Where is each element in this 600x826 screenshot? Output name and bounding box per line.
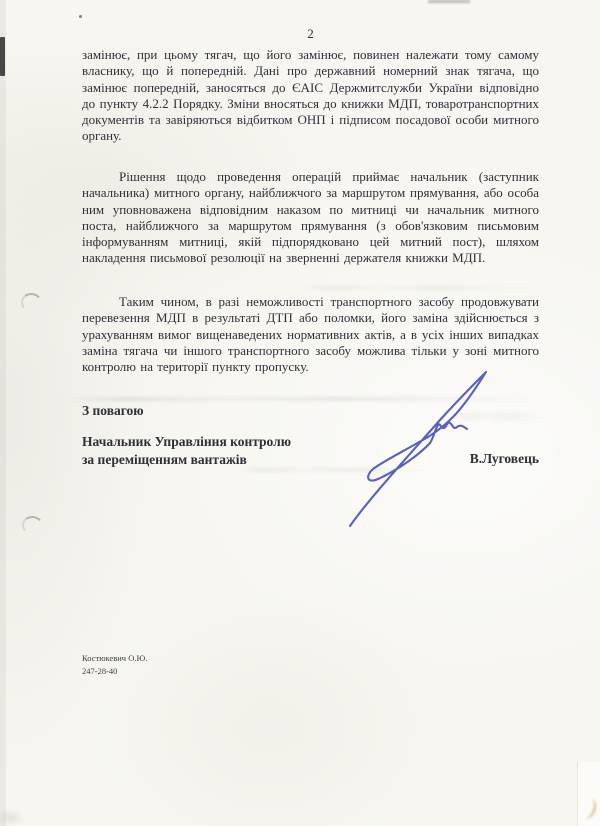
bleedthrough-streak xyxy=(300,286,540,290)
signer-title-line-2: за переміщенням вантажів xyxy=(82,451,247,467)
body-paragraph-3: Таким чином, в разі неможливості транспортного засобу продовжувати перевезення МДП в результаті ДТП або поломки, його заміна здійснюється з урахуванням вимог вищенаведених нормативних актів, а в усіх інших випадках заміна тягача чи іншого транспортного засобу можлива тільки у зоні митного контролю на території пункту пропуску. xyxy=(82,294,539,375)
scan-edge-artifact-bar xyxy=(0,37,5,76)
closing-salutation: З повагою xyxy=(82,403,144,418)
executor-block xyxy=(82,652,147,677)
executor-name: Костюкевич О.Ю. xyxy=(82,653,148,663)
page-number: 2 xyxy=(307,26,314,41)
executor-phone: 247-28-40 xyxy=(82,665,118,676)
signer-name: В.Луговець xyxy=(469,451,539,466)
scan-smudge-top xyxy=(428,0,470,3)
punch-hole-lower xyxy=(21,515,44,536)
body-paragraph-2: Рішення щодо проведення операцій приймає начальник (заступник начальника) митного органу, найближчого за маршрутом прямування, або особа ним уповноважена відповідним наказом по митниці чи начальник митного поста, найближчого за маршрутом прямування (з обов'язковим письмовим інформуванням митниці, якій підпорядковано цей митний пост), шляхом накладення письмової резолюції на зверненні держателя книжки МДП. xyxy=(82,169,539,266)
punch-hole-upper xyxy=(20,292,43,313)
signature-stroke xyxy=(350,372,486,526)
body-paragraph-1: замінює, при цьому тягач, що його замінює, повинен належати тому самому власнику, що й попередній. Дані про державний номерний знак тягача, що замінює попередній, заносяться до ЄАІС Держмитслужби України відповідно до пункту 4.2.2 Порядку. Зміни вносяться до книжки МДП, товаротранспортних документів та завіряються відбитком ОНП і підписом посадової особи митного органу. xyxy=(82,47,539,144)
scan-smudge-bottom-left xyxy=(0,810,24,826)
scan-edge-shadow-left xyxy=(0,0,6,826)
signer-title-line-1: Начальник Управління контролю xyxy=(82,434,292,449)
paper-speck xyxy=(79,15,82,18)
signature-ink xyxy=(340,358,500,538)
